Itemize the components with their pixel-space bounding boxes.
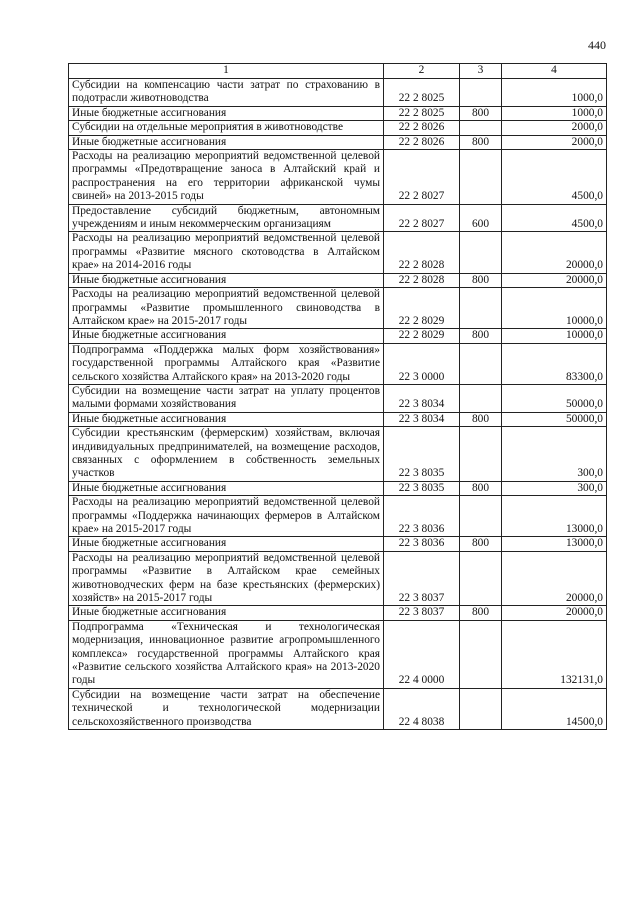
row-sum-cell: 83300,0 bbox=[502, 343, 607, 384]
row-sum-cell: 10000,0 bbox=[502, 329, 607, 343]
table-row bbox=[69, 79, 607, 107]
row-sum-cell: 2000,0 bbox=[502, 121, 607, 135]
row-sum-cell: 1000,0 bbox=[502, 106, 607, 120]
row-code-cell: 22 2 8026 bbox=[384, 121, 460, 135]
row-expense-type-cell bbox=[460, 427, 502, 482]
row-code-cell: 22 2 8026 bbox=[384, 135, 460, 149]
row-name-cell: Подпрограмма «Техническая и технологическая модернизация, инновационное развитие агропромышленного комплекса» государственной программы Алтайского края «Развитие сельского хозяйства Алтайского края» на 2013-2020 годы bbox=[69, 620, 384, 688]
row-name-cell: Расходы на реализацию мероприятий ведомственной целевой программы «Развитие промышленного свиноводства в Алтайском крае» на 2015-2017 годы bbox=[69, 288, 384, 329]
table-row bbox=[69, 135, 607, 149]
row-name-cell: Иные бюджетные ассигнования bbox=[69, 537, 384, 551]
row-name-cell: Иные бюджетные ассигнования bbox=[69, 106, 384, 120]
row-code-cell: 22 2 8025 bbox=[384, 106, 460, 120]
table-row bbox=[69, 343, 607, 384]
row-code-cell: 22 4 0000 bbox=[384, 620, 460, 688]
table-row bbox=[69, 537, 607, 551]
row-code-cell: 22 2 8028 bbox=[384, 232, 460, 273]
row-expense-type-cell bbox=[460, 384, 502, 412]
row-sum-cell: 132131,0 bbox=[502, 620, 607, 688]
table-row bbox=[69, 288, 607, 329]
row-sum-cell: 13000,0 bbox=[502, 537, 607, 551]
row-code-cell: 22 2 8027 bbox=[384, 204, 460, 232]
row-name-cell: Иные бюджетные ассигнования bbox=[69, 481, 384, 495]
row-sum-cell: 4500,0 bbox=[502, 204, 607, 232]
row-sum-cell: 10000,0 bbox=[502, 288, 607, 329]
table-row bbox=[69, 606, 607, 620]
row-expense-type-cell: 800 bbox=[460, 273, 502, 287]
header-col-3: 3 bbox=[460, 64, 502, 79]
row-code-cell: 22 3 8037 bbox=[384, 606, 460, 620]
row-code-cell: 22 3 8036 bbox=[384, 537, 460, 551]
row-code-cell: 22 3 8034 bbox=[384, 412, 460, 426]
row-code-cell: 22 2 8029 bbox=[384, 329, 460, 343]
row-expense-type-cell bbox=[460, 551, 502, 606]
row-name-cell: Расходы на реализацию мероприятий ведомственной целевой программы «Поддержка начинающих фермеров в Алтайском крае» на 2015-2017 годы bbox=[69, 496, 384, 537]
row-sum-cell: 20000,0 bbox=[502, 606, 607, 620]
row-name-cell: Расходы на реализацию мероприятий ведомственной целевой программы «Развитие в Алтайском крае семейных животноводческих ферм на базе крестьянских (фермерских) хозяйств» на 2015-2017 годы bbox=[69, 551, 384, 606]
header-col-4: 4 bbox=[502, 64, 607, 79]
row-name-cell: Иные бюджетные ассигнования bbox=[69, 329, 384, 343]
row-name-cell: Предоставление субсидий бюджетным, автономным учреждениям и иным некоммерческим организациям bbox=[69, 204, 384, 232]
row-code-cell: 22 3 8037 bbox=[384, 551, 460, 606]
row-name-cell: Иные бюджетные ассигнования bbox=[69, 135, 384, 149]
table-row bbox=[69, 204, 607, 232]
header-col-2: 2 bbox=[384, 64, 460, 79]
table-row bbox=[69, 273, 607, 287]
row-sum-cell: 300,0 bbox=[502, 427, 607, 482]
row-sum-cell: 300,0 bbox=[502, 481, 607, 495]
row-expense-type-cell bbox=[460, 79, 502, 107]
row-name-cell: Подпрограмма «Поддержка малых форм хозяйствования» государственной программы Алтайского края «Развитие сельского хозяйства Алтайского края» на 2013-2020 годы bbox=[69, 343, 384, 384]
row-name-cell: Расходы на реализацию мероприятий ведомственной целевой программы «Развитие мясного скотоводства в Алтайском крае» на 2014-2016 годы bbox=[69, 232, 384, 273]
table-row bbox=[69, 232, 607, 273]
row-expense-type-cell bbox=[460, 150, 502, 205]
table-row bbox=[69, 620, 607, 688]
row-expense-type-cell: 800 bbox=[460, 537, 502, 551]
row-name-cell: Субсидии на возмещение части затрат на уплату процентов малыми формами хозяйствования bbox=[69, 384, 384, 412]
row-expense-type-cell bbox=[460, 288, 502, 329]
row-sum-cell: 20000,0 bbox=[502, 551, 607, 606]
row-expense-type-cell: 800 bbox=[460, 481, 502, 495]
row-expense-type-cell: 600 bbox=[460, 204, 502, 232]
row-expense-type-cell: 800 bbox=[460, 606, 502, 620]
table-row bbox=[69, 150, 607, 205]
row-code-cell: 22 4 8038 bbox=[384, 688, 460, 729]
row-code-cell: 22 3 8035 bbox=[384, 481, 460, 495]
row-expense-type-cell: 800 bbox=[460, 412, 502, 426]
row-code-cell: 22 3 0000 bbox=[384, 343, 460, 384]
header-col-1: 1 bbox=[69, 64, 384, 79]
row-expense-type-cell bbox=[460, 343, 502, 384]
row-sum-cell: 2000,0 bbox=[502, 135, 607, 149]
row-sum-cell: 4500,0 bbox=[502, 150, 607, 205]
row-sum-cell: 13000,0 bbox=[502, 496, 607, 537]
row-code-cell: 22 2 8028 bbox=[384, 273, 460, 287]
table-row bbox=[69, 688, 607, 729]
row-code-cell: 22 3 8035 bbox=[384, 427, 460, 482]
row-code-cell: 22 2 8027 bbox=[384, 150, 460, 205]
row-name-cell: Иные бюджетные ассигнования bbox=[69, 412, 384, 426]
table-row bbox=[69, 121, 607, 135]
row-sum-cell: 50000,0 bbox=[502, 412, 607, 426]
row-expense-type-cell: 800 bbox=[460, 329, 502, 343]
page-number: 440 bbox=[588, 38, 606, 52]
table-row bbox=[69, 384, 607, 412]
row-sum-cell: 20000,0 bbox=[502, 273, 607, 287]
row-name-cell: Расходы на реализацию мероприятий ведомственной целевой программы «Предотвращение заноса в Алтайский край и распространения на его территории африканской чумы свиней» на 2013-2015 годы bbox=[69, 150, 384, 205]
row-name-cell: Иные бюджетные ассигнования bbox=[69, 273, 384, 287]
row-name-cell: Иные бюджетные ассигнования bbox=[69, 606, 384, 620]
table-row bbox=[69, 106, 607, 120]
table-row bbox=[69, 551, 607, 606]
row-code-cell: 22 2 8025 bbox=[384, 79, 460, 107]
row-name-cell: Субсидии на отдельные мероприятия в животноводстве bbox=[69, 121, 384, 135]
row-sum-cell: 20000,0 bbox=[502, 232, 607, 273]
row-expense-type-cell: 800 bbox=[460, 135, 502, 149]
row-sum-cell: 14500,0 bbox=[502, 688, 607, 729]
row-expense-type-cell bbox=[460, 232, 502, 273]
table-row bbox=[69, 481, 607, 495]
header-row bbox=[69, 64, 607, 79]
table-row bbox=[69, 496, 607, 537]
row-sum-cell: 50000,0 bbox=[502, 384, 607, 412]
row-expense-type-cell bbox=[460, 620, 502, 688]
row-expense-type-cell bbox=[460, 688, 502, 729]
row-name-cell: Субсидии крестьянским (фермерским) хозяйствам, включая индивидуальных предпринимателей, на возмещение расходов, связанных с оформлением в собственность земельных участков bbox=[69, 427, 384, 482]
row-sum-cell: 1000,0 bbox=[502, 79, 607, 107]
row-expense-type-cell bbox=[460, 496, 502, 537]
row-name-cell: Субсидии на компенсацию части затрат по страхованию в подотрасли животноводства bbox=[69, 79, 384, 107]
row-name-cell: Субсидии на возмещение части затрат на обеспечение технической и технологической модернизации сельскохозяйственного производства bbox=[69, 688, 384, 729]
table-row bbox=[69, 329, 607, 343]
row-code-cell: 22 3 8036 bbox=[384, 496, 460, 537]
row-code-cell: 22 3 8034 bbox=[384, 384, 460, 412]
row-expense-type-cell bbox=[460, 121, 502, 135]
row-expense-type-cell: 800 bbox=[460, 106, 502, 120]
budget-table bbox=[68, 63, 607, 730]
table-row bbox=[69, 427, 607, 482]
row-code-cell: 22 2 8029 bbox=[384, 288, 460, 329]
table-row bbox=[69, 412, 607, 426]
